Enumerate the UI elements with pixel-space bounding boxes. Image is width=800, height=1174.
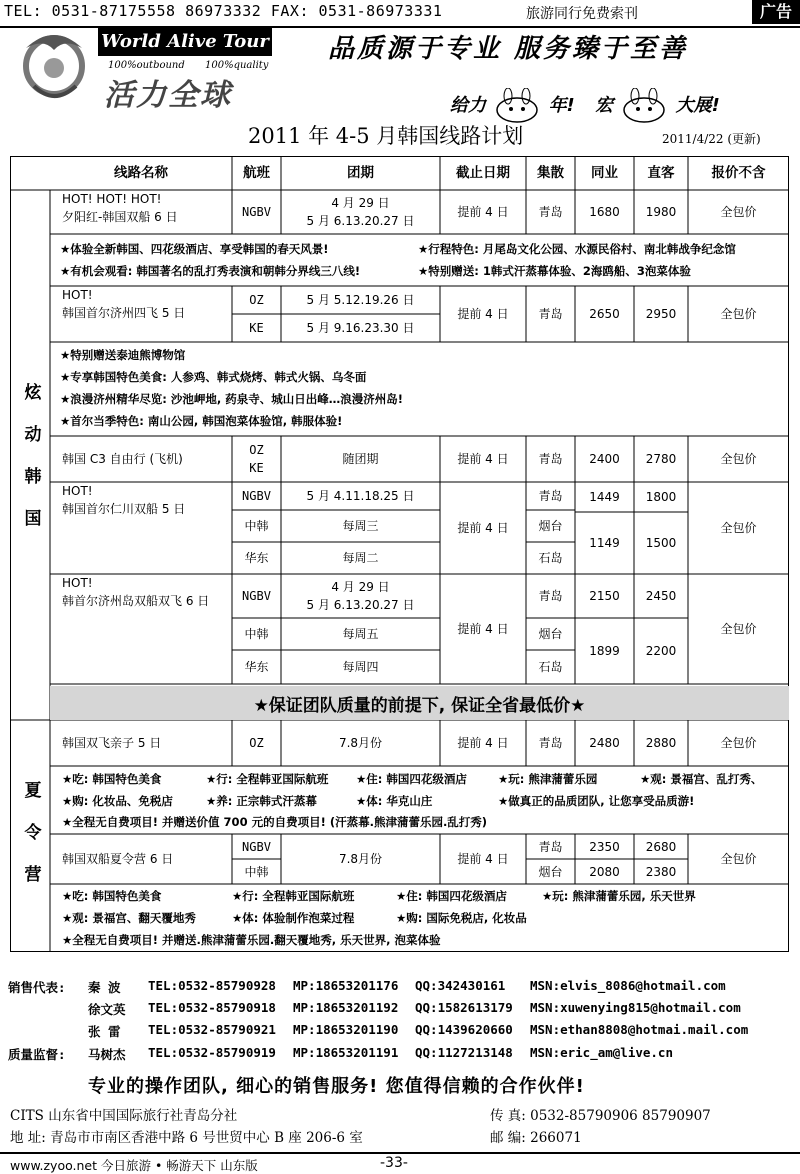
trade-price-cell: 2480 <box>589 736 620 750</box>
direct-price-cell: 2680 <box>645 839 677 854</box>
feature-line: ★玩: 熊津蒲蕾乐园 <box>498 772 598 786</box>
logo-swirl-icon <box>14 28 94 104</box>
phone-fax: TEL: 0531-87175558 86973332 FAX: 0531-86973331 <box>4 2 443 20</box>
bottom-bar <box>0 1152 800 1174</box>
price-note-cell: 全包价 <box>720 205 757 219</box>
dates-cell: 每周五 <box>342 627 379 641</box>
trade-price-cell: 1149 <box>589 536 620 550</box>
lowest-price-banner: ★保证团队质量的前提下, 保证全省最低价★ <box>50 686 789 720</box>
direct-price-cell: 2780 <box>645 452 677 466</box>
price-note-cell: 全包价 <box>720 622 757 636</box>
feature-line: ★全程无自费项目! 并赠送.熊津蒲蕾乐园.翻天覆地秀, 乐天世界, 泡菜体验 <box>62 933 441 947</box>
brand-name-cn: 活力全球 <box>104 78 232 113</box>
flight-cell: 华东 <box>244 660 269 674</box>
port-cell: 青岛 <box>538 839 563 854</box>
feature-line: ★吃: 韩国特色美食 <box>62 889 162 903</box>
feature-line: ★养: 正宗韩式汗蒸幕 <box>206 794 317 808</box>
contact-mobile: MP:18653201176 <box>293 978 399 993</box>
flight-cell: NGBV <box>242 205 271 219</box>
ad-tag: 广告 <box>752 0 800 24</box>
section-korea-char: 动 <box>24 425 42 445</box>
feature-line: ★浪漫济州精华尽览: 沙池岬地, 药泉寺、城山日出峰…浪漫济州岛! <box>60 392 404 406</box>
direct-price-cell: 2950 <box>645 307 677 321</box>
feature-line: ★购: 化妆品、免税店 <box>62 794 173 808</box>
header-trade: 同业 <box>591 165 618 181</box>
trade-price-cell: 2400 <box>589 452 620 466</box>
route-name: 韩国首尔仁川双船 5 日 <box>62 502 186 516</box>
contact-msn: MSN:xuwenying815@hotmail.com <box>530 1000 741 1015</box>
contact-mobile: MP:18653201192 <box>293 1000 399 1015</box>
dates-cell: 随团期 <box>342 452 379 466</box>
trade-price-cell: 2150 <box>589 589 620 603</box>
contact-msn: MSN:eric_am@live.cn <box>530 1045 673 1060</box>
contact-msn: MSN:elvis_8086@hotmail.com <box>530 978 726 993</box>
brand-quality: 100%quality <box>205 60 269 71</box>
section-summer-char: 令 <box>24 823 42 843</box>
feature-line: ★住: 韩国四花级酒店 <box>356 772 467 786</box>
price-note-cell: 全包价 <box>720 521 757 535</box>
direct-price-cell: 2380 <box>645 864 677 879</box>
port-cell: 青岛 <box>538 307 563 321</box>
feature-line: ★观: 景福宫、翻天覆地秀 <box>62 911 196 925</box>
dates-cell: 7.8月份 <box>338 852 383 866</box>
contact-tel: TEL:0532-85790919 <box>148 1045 276 1060</box>
dates-cell: 每周四 <box>342 660 379 674</box>
section-korea-char: 国 <box>24 509 42 529</box>
header-price: 报价不含 <box>711 165 766 181</box>
greeting-part-3: 宏 <box>595 95 614 116</box>
trade-price-cell: 2080 <box>589 864 620 879</box>
price-note-cell: 全包价 <box>720 307 757 321</box>
contact-name: 张 雷 <box>88 1024 121 1039</box>
contact-tel: TEL:0532-85790918 <box>148 1000 276 1015</box>
trade-price-cell: 2650 <box>589 307 620 321</box>
port-cell: 烟台 <box>538 519 563 533</box>
port-cell: 青岛 <box>538 589 563 603</box>
deadline-cell: 提前 4 日 <box>457 622 509 636</box>
section-summer-char: 营 <box>24 865 42 885</box>
flight-code: OZ <box>249 443 264 457</box>
direct-price-cell: 2450 <box>645 589 677 603</box>
deadline-cell: 提前 4 日 <box>457 452 509 466</box>
slogan: 品质源于专业 服务臻于至善 <box>328 34 689 64</box>
dates-cell: 每周三 <box>342 519 379 533</box>
route-name-tag: HOT! <box>62 288 93 302</box>
feature-line: ★做真正的品质团队, 让您享受品质游! <box>498 794 695 808</box>
company-name: CITS 山东省中国国际旅行社青岛分社 <box>10 1108 238 1124</box>
port-cell: 青岛 <box>538 489 563 503</box>
flight-cell: 华东 <box>244 551 269 565</box>
dates-line: 4 月 29 日 <box>331 196 390 210</box>
contact-name: 秦 波 <box>88 980 121 995</box>
tagline: 专业的操作团队, 细心的销售服务! 您值得信赖的合作伙伴! <box>88 1076 585 1097</box>
feature-line: ★行: 全程韩亚国际航班 <box>206 772 329 786</box>
brand-name-en: World Alive Tour <box>98 28 272 56</box>
update-date: 2011/4/22 (更新) <box>662 132 761 146</box>
route-name: 韩国双飞亲子 5 日 <box>62 736 162 750</box>
price-note-cell: 全包价 <box>720 852 757 866</box>
feature-line: ★吃: 韩国特色美食 <box>62 772 162 786</box>
port-cell: 烟台 <box>538 627 563 641</box>
direct-price-cell: 1980 <box>645 205 677 219</box>
deadline-cell: 提前 4 日 <box>457 736 509 750</box>
rabbit-icon <box>619 88 669 124</box>
port-cell: 烟台 <box>538 864 563 879</box>
feature-line: ★体: 华克山庄 <box>356 794 433 808</box>
company-address: 地 址: 青岛市市南区香港中路 6 号世贸中心 B 座 206-6 室 <box>10 1130 363 1146</box>
feature-line: ★观: 景福宫、乱打秀、 <box>640 772 763 786</box>
contact-name: 徐文英 <box>88 1002 126 1017</box>
feature-line: ★有机会观看: 韩国著名的乱打秀表演和朝韩分界线三八线! <box>60 264 361 278</box>
rabbit-icon <box>492 88 542 124</box>
route-name: 夕阳红-韩国双船 6 日 <box>62 210 178 224</box>
dates-cell <box>281 190 440 234</box>
flight-cell: NGBV <box>242 589 271 603</box>
section-summer-char: 夏 <box>24 781 42 801</box>
contact-name: 马树杰 <box>88 1047 126 1062</box>
dates-line: 5 月 6.13.20.27 日 <box>306 214 415 228</box>
port-cell: 青岛 <box>538 736 563 750</box>
flight-cell: 中韩 <box>244 864 269 879</box>
header-flight: 航班 <box>243 165 270 181</box>
header-route: 线路名称 <box>114 165 168 181</box>
flight-cell <box>232 436 281 482</box>
header-dates: 团期 <box>347 165 374 181</box>
flight-cell: 中韩 <box>244 627 269 641</box>
company-zip: 邮 编: 266071 <box>490 1130 582 1146</box>
flight-cell: NGBV <box>242 839 271 854</box>
flight-cell: KE <box>249 321 264 335</box>
deadline-cell: 提前 4 日 <box>457 852 509 866</box>
feature-line: ★特别赠送泰迪熊博物馆 <box>60 348 186 362</box>
trade-price-cell: 1680 <box>589 205 620 219</box>
site-footer: www.zyoo.net 今日旅游 • 畅游天下 山东版 <box>10 1158 258 1173</box>
header-deadline: 截止日期 <box>456 165 510 181</box>
feature-line: ★购: 国际免税店, 化妆品 <box>396 911 527 925</box>
feature-line: ★行程特色: 月尾岛文化公园、水源民俗村、南北韩战争纪念馆 <box>418 242 736 256</box>
dates-line: 5 月 6.13.20.27 日 <box>306 598 415 612</box>
feature-line: ★专享韩国特色美食: 人参鸡、韩式烧烤、韩式火锅、乌冬面 <box>60 370 367 384</box>
greeting <box>450 88 720 124</box>
page-number: -33- <box>380 1155 408 1171</box>
deadline-cell: 提前 4 日 <box>457 521 509 535</box>
feature-line: ★全程无自费项目! 并赠送价值 700 元的自费项目! (汗蒸幕.熊津蒲蕾乐园.乱打秀) <box>62 815 488 829</box>
dates-cell: 5 月 4.11.18.25 日 <box>306 489 415 503</box>
table-row <box>56 286 232 342</box>
contact-mobile: MP:18653201191 <box>293 1045 399 1060</box>
trade-price-cell: 1899 <box>589 644 620 658</box>
feature-line: ★住: 韩国四花级酒店 <box>396 889 507 903</box>
greeting-part-2: 年! <box>548 95 575 116</box>
section-summer <box>18 770 48 896</box>
trade-price-cell: 2350 <box>589 839 620 854</box>
sales-label: 销售代表: <box>8 980 66 995</box>
feature-line: ★特别赠送: 1韩式汗蒸幕体验、2海鸥船、3泡菜体验 <box>418 264 691 278</box>
contact-tel: TEL:0532-85790928 <box>148 978 276 993</box>
deadline-cell: 提前 4 日 <box>457 307 509 321</box>
feature-line: ★行: 全程韩亚国际航班 <box>232 889 355 903</box>
route-name-tag: HOT! HOT! HOT! <box>62 192 162 206</box>
company-fax: 传 真: 0532-85790906 85790907 <box>490 1108 711 1124</box>
contact-mobile: MP:18653201190 <box>293 1022 399 1037</box>
direct-price-cell: 1500 <box>645 536 677 550</box>
table-row <box>56 482 232 574</box>
dates-cell: 每周二 <box>342 551 379 565</box>
route-name: 韩国双船夏令营 6 日 <box>62 852 174 866</box>
port-cell: 石岛 <box>538 551 563 565</box>
greeting-part-1: 给力 <box>450 95 486 116</box>
route-name-tag: HOT! <box>62 576 93 590</box>
price-note-cell: 全包价 <box>720 736 757 750</box>
contact-qq: QQ:342430161 <box>415 978 506 993</box>
dates-cell <box>281 574 440 618</box>
table-row <box>56 190 232 234</box>
dates-cell: 5 月 5.12.19.26 日 <box>306 293 415 307</box>
feature-line: ★玩: 熊津蒲蕾乐园, 乐天世界 <box>542 889 696 903</box>
route-name: 韩国首尔济州四飞 5 日 <box>62 306 186 320</box>
direct-price-cell: 1800 <box>645 490 677 504</box>
route-name-tag: HOT! <box>62 484 93 498</box>
contact-qq: QQ:1127213148 <box>415 1045 513 1060</box>
route-name: 韩国 C3 自由行 (飞机) <box>62 452 183 466</box>
contact-tel: TEL:0532-85790921 <box>148 1022 276 1037</box>
direct-price-cell: 2880 <box>645 736 677 750</box>
brand-outbound: 100%outbound <box>108 60 185 71</box>
section-korea <box>18 372 48 540</box>
deadline-cell: 提前 4 日 <box>457 205 509 219</box>
feature-line: ★体: 体验制作泡菜过程 <box>232 911 355 925</box>
greeting-part-4: 大展! <box>675 95 720 116</box>
flight-cell: OZ <box>249 736 264 750</box>
route-name: 韩首尔济州岛双船双飞 6 日 <box>62 594 210 608</box>
port-cell: 青岛 <box>538 452 563 466</box>
contact-msn: MSN:ethan8808@hotmai.mail.com <box>530 1022 749 1037</box>
section-korea-char: 炫 <box>24 383 42 403</box>
flight-code: KE <box>249 461 264 475</box>
feature-line: ★体验全新韩国、四花级酒店、享受韩国的春天风景! <box>60 242 329 256</box>
directory-label: 旅游同行免费索刊 <box>526 6 638 22</box>
contact-qq: QQ:1439620660 <box>415 1022 513 1037</box>
flight-cell: OZ <box>249 293 264 307</box>
trade-price-cell: 1449 <box>589 490 620 504</box>
dates-cell: 5 月 9.16.23.30 日 <box>306 321 415 335</box>
header-port: 集散 <box>537 165 564 181</box>
port-cell: 石岛 <box>538 660 563 674</box>
page-title: 2011 年 4-5 月韩国线路计划 <box>248 124 524 148</box>
qa-label: 质量监督: <box>8 1047 66 1062</box>
direct-price-cell: 2200 <box>645 644 677 658</box>
contact-qq: QQ:1582613179 <box>415 1000 513 1015</box>
dates-cell: 7.8月份 <box>338 736 383 750</box>
flight-cell: 中韩 <box>244 519 269 533</box>
table-row <box>56 574 232 684</box>
header-direct: 直客 <box>647 165 675 181</box>
top-bar <box>0 0 800 28</box>
section-korea-char: 韩 <box>24 467 42 487</box>
price-note-cell: 全包价 <box>720 452 757 466</box>
flight-cell: NGBV <box>242 489 271 503</box>
feature-line: ★首尔当季特色: 南山公园, 韩国泡菜体验馆, 韩服体验! <box>60 414 343 428</box>
port-cell: 青岛 <box>538 205 563 219</box>
dates-line: 4 月 29 日 <box>331 580 390 594</box>
